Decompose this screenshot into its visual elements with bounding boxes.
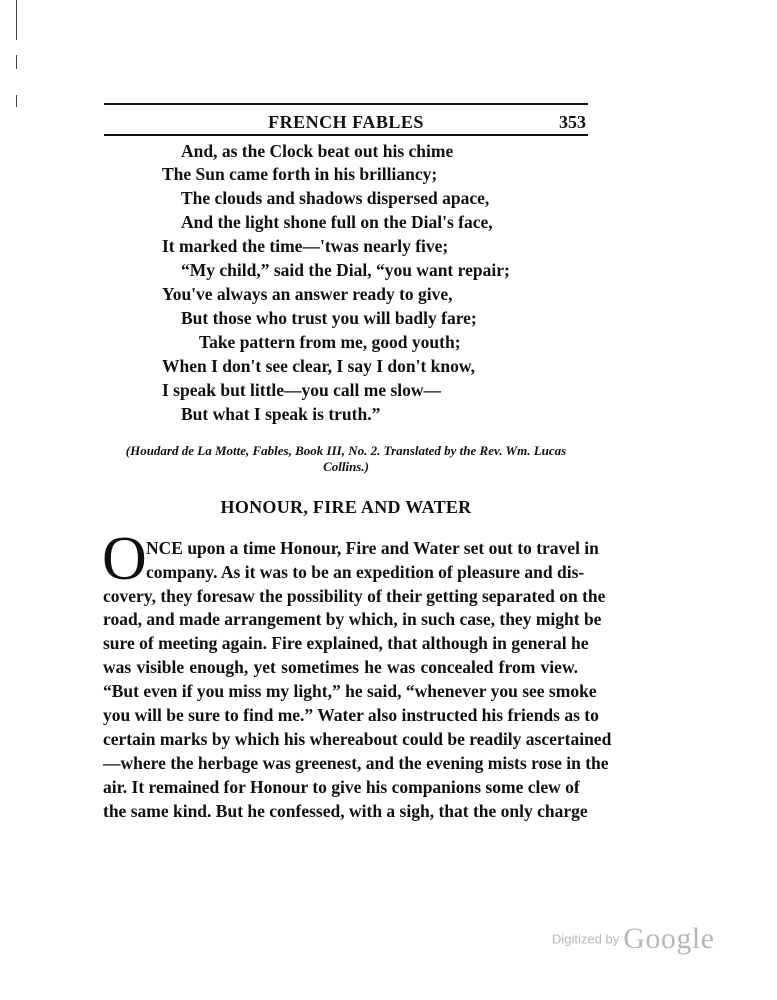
poem-line: “My child,” said the Dial, “you want repair;: [181, 260, 510, 280]
poem-attribution: [104, 443, 588, 475]
fable-line: company. As it was to be an expedition of pleasure and dis-: [146, 562, 585, 582]
attribution-line: (Houdard de La Motte, Fables, Book III, No. 2. Translated by the Rev. Wm. Lucas: [125, 443, 567, 458]
watermark-brand-logo: Google: [623, 922, 715, 955]
scan-margin-mark: [16, 95, 17, 107]
fable-line: road, and made arrangement by which, in such case, they might be: [103, 609, 602, 629]
fable-title: HONOUR, FIRE AND WATER: [220, 497, 472, 517]
fable-line: NCE upon a time Honour, Fire and Water set out to travel in: [146, 538, 599, 558]
running-title: FRENCH FABLES: [268, 112, 424, 132]
poem-line: And, as the Clock beat out his chime: [181, 141, 454, 161]
scan-margin-mark: [16, 0, 17, 40]
scan-margin-mark: [16, 55, 17, 69]
page-header: [104, 103, 588, 137]
digitization-watermark: [552, 922, 715, 956]
attribution-line: Collins.): [323, 459, 369, 474]
fable-line: the same kind. But he confessed, with a sigh, that the only charge: [103, 801, 588, 821]
watermark-prefix: Digitized by: [552, 931, 620, 947]
fable-line: you will be sure to find me.” Water also instructed his friends as to: [103, 705, 599, 725]
fable-line: covery, they foresaw the possibility of their getting separated on the: [103, 586, 606, 606]
fable-line: “But even if you miss my light,” he said, “whenever you see smoke: [103, 681, 597, 701]
poem-line: The Sun came forth in his brilliancy;: [162, 164, 438, 184]
fable-line: air. It remained for Honour to give his companions some clew of: [103, 777, 580, 797]
poem-line: You've always an answer ready to give,: [162, 284, 453, 304]
page-number: 353: [559, 112, 586, 132]
drop-cap: O: [102, 525, 147, 593]
poem-line: But what I speak is truth.”: [181, 404, 381, 424]
poem-line: But those who trust you will badly fare;: [181, 308, 477, 328]
poem-line: And the light shone full on the Dial's face,: [181, 212, 493, 232]
poem-line: It marked the time—'twas nearly five;: [162, 236, 449, 256]
header-bottom-rule: [104, 134, 588, 136]
poem-line: Take pattern from me, good youth;: [199, 332, 461, 352]
poem-line: I speak but little—you call me slow—: [162, 380, 442, 400]
fable-line: certain marks by which his whereabout could be readily ascertained: [103, 729, 612, 749]
header-top-rule: [104, 103, 588, 105]
poem-line: The clouds and shadows dispersed apace,: [181, 188, 490, 208]
fable-line: —where the herbage was greenest, and the evening mists rose in the: [103, 753, 609, 773]
fable-line: was visible enough, yet sometimes he was concealed from view.: [103, 657, 578, 677]
poem-line: When I don't see clear, I say I don't know,: [162, 356, 475, 376]
fable-line: sure of meeting again. Fire explained, that although in general he: [103, 633, 589, 653]
